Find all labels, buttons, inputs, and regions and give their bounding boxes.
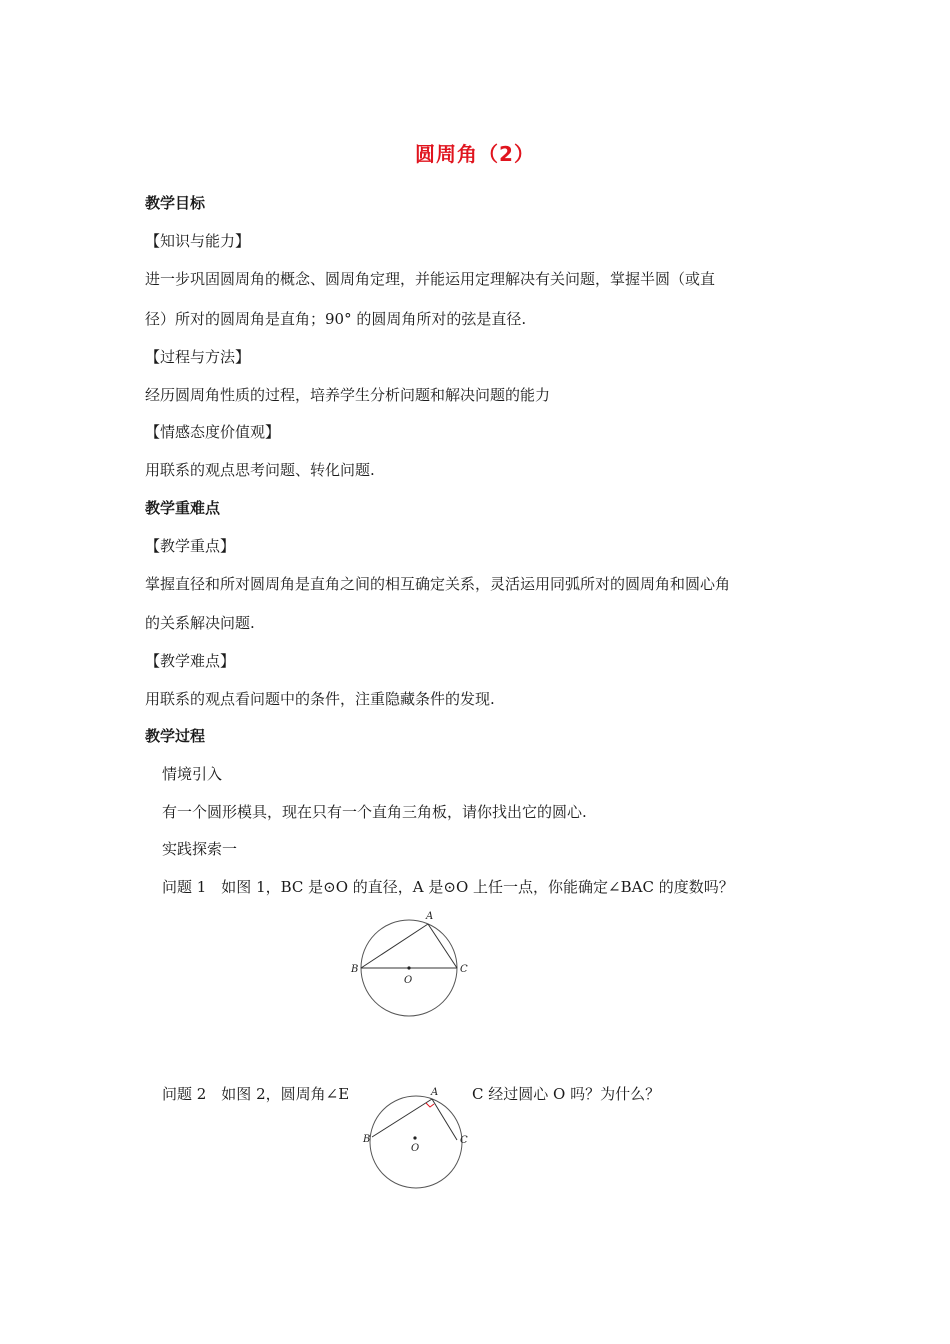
figure2-center-dot: [413, 1136, 416, 1139]
practice-heading: 实践探索一: [162, 840, 238, 858]
figure2-label-b: B: [363, 1134, 371, 1145]
intro-text: 有一个圆形模具，现在只有一个直角三角板，请你找出它的圆心.: [162, 803, 587, 821]
figure2-label-o: O: [411, 1143, 420, 1154]
intro-heading: 情境引入: [162, 765, 223, 783]
figure2-label-a: A: [431, 1087, 439, 1098]
figure1-label-b: B: [351, 964, 359, 975]
knowledge-text-line2: 径）所对的圆周角是直角；90° 的圆周角所对的弦是直径.: [145, 310, 527, 328]
focus-text-line2: 的关系解决问题.: [145, 614, 255, 632]
heading-teaching-process: 教学过程: [145, 727, 206, 745]
subheading-difficulty: 【教学难点】: [145, 652, 236, 670]
emotion-text: 用联系的观点思考问题、转化问题.: [145, 461, 375, 479]
focus-text-line1: 掌握直径和所对圆周角是直角之间的相互确定关系，灵活运用同弧所对的圆周角和圆心角: [145, 575, 731, 593]
figure2-label-c: C: [460, 1135, 468, 1146]
figure1-label-a: A: [426, 911, 434, 922]
figure-1-diagram: [340, 905, 480, 1025]
question-1: 问题 1 如图 1，BC 是⊙O 的直径，A 是⊙O 上任一点，你能确定∠BAC 的度数吗？: [162, 878, 734, 896]
figure1-chord-ba: [361, 924, 428, 968]
heading-key-difficult: 教学重难点: [145, 499, 221, 517]
figure2-chord-ba: [372, 1099, 432, 1137]
page-title: 圆周角（2）: [415, 142, 535, 166]
figure1-label-o: O: [404, 975, 413, 986]
subheading-emotion: 【情感态度价值观】: [145, 423, 281, 441]
process-text: 经历圆周角性质的过程，培养学生分析问题和解决问题的能力: [145, 386, 551, 404]
figure1-chord-ac: [428, 924, 457, 968]
figure2-circle: [370, 1096, 462, 1188]
heading-teaching-goals: 教学目标: [145, 194, 206, 212]
subheading-knowledge: 【知识与能力】: [145, 232, 251, 250]
figure1-center-dot: [407, 966, 410, 969]
figure2-right-angle-mark: [426, 1103, 434, 1107]
figure1-label-c: C: [460, 964, 468, 975]
difficulty-text: 用联系的观点看问题中的条件，注重隐藏条件的发现.: [145, 690, 495, 708]
figure-2-diagram: [358, 1085, 478, 1195]
subheading-process: 【过程与方法】: [145, 348, 251, 366]
knowledge-text-line1: 进一步巩固圆周角的概念、圆周角定理，并能运用定理解决有关问题，掌握半圆（或直: [145, 270, 716, 288]
question-2-left: 问题 2 如图 2，圆周角∠E: [162, 1085, 350, 1103]
question-2-right: C 经过圆心 O 吗？为什么？: [472, 1085, 661, 1103]
subheading-focus: 【教学重点】: [145, 537, 236, 555]
figure2-chord-ac: [432, 1099, 457, 1140]
